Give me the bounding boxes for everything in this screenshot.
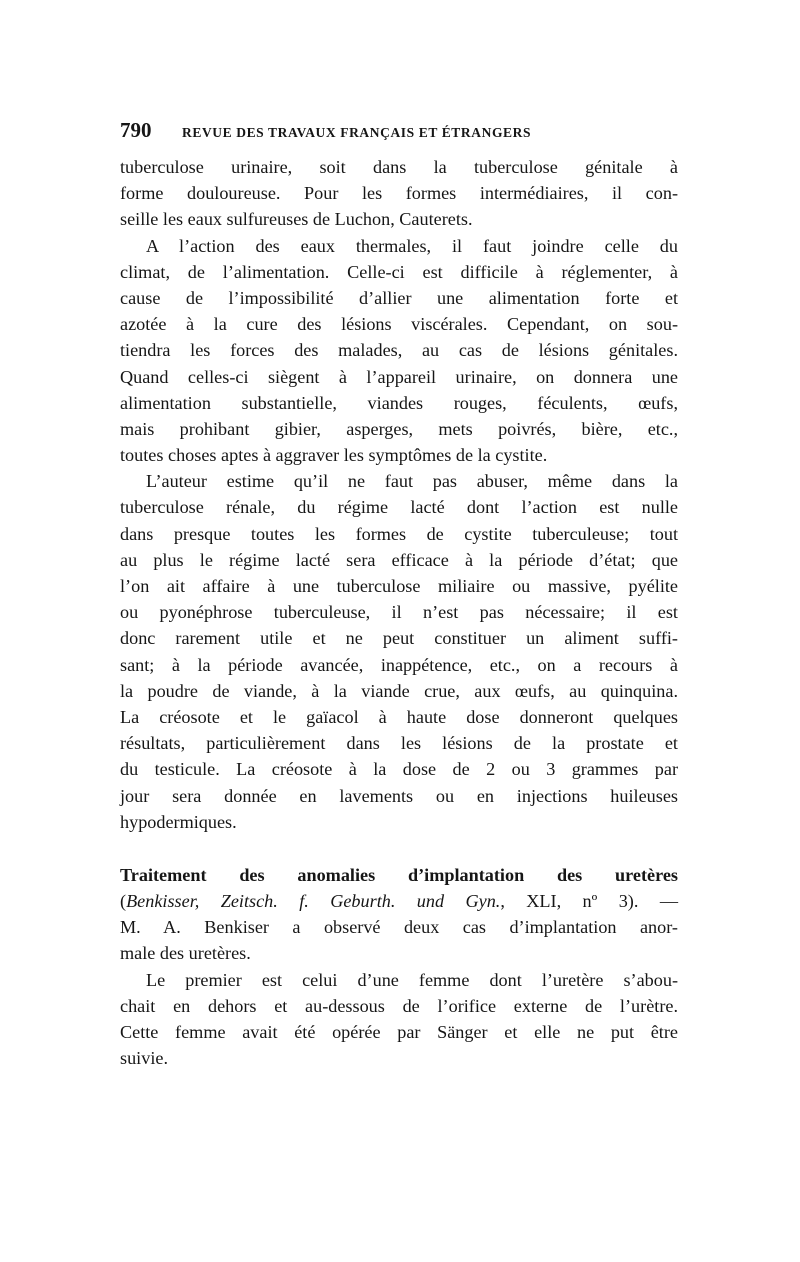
text-line: La créosote et le gaïacol à haute dose donneront quelques [120, 706, 678, 727]
section-heading: Traitement des anomalies d’implantation des uretères [120, 864, 678, 885]
section-spacer [120, 835, 678, 862]
text-line: tiendra les forces des malades, au cas de lésions génitales. [120, 340, 678, 361]
section-abstract [120, 862, 678, 967]
text-line: du testicule. La créosote à la dose de 2 ou 3 grammes par [120, 759, 678, 780]
text-line: Le premier est celui d’une femme dont l’uretère s’abou- [146, 969, 678, 990]
text-line: alimentation substantielle, viandes rouges, féculents, œufs, [120, 392, 678, 413]
text-line: donc rarement utile et ne peut constituer un aliment suffi- [120, 628, 678, 649]
citation-line [120, 888, 678, 914]
text-line: Quand celles-ci siègent à l’appareil urinaire, on donnera une [120, 366, 678, 387]
text-line: seille les eaux sulfureuses de Luchon, Cauterets. [120, 209, 473, 230]
text-line: A l’action des eaux thermales, il faut joindre celle du [146, 235, 678, 256]
citation-volume: , XLI, nº 3). — [500, 891, 679, 912]
text-line: L’auteur estime qu’il ne faut pas abuser, même dans la [146, 471, 678, 492]
text-line: forme douloureuse. Pour les formes intermédiaires, il con- [120, 183, 678, 204]
text-line: tuberculose rénale, du régime lacté dont l’action est nulle [120, 497, 678, 518]
text-line: male des uretères. [120, 943, 251, 964]
paragraph-2 [120, 233, 678, 469]
text-line: toutes choses aptes à aggraver les symptômes de la cystite. [120, 445, 548, 466]
text-line: chait en dehors et au-dessous de l’orifice externe de l’urètre. [120, 995, 678, 1016]
paragraph-1 [120, 154, 678, 233]
text-line: ou pyonéphrose tuberculeuse, il n’est pas nécessaire; il est [120, 602, 678, 623]
text-line: l’on ait affaire à une tuberculose miliaire ou massive, pyélite [120, 576, 678, 596]
text-line: dans presque toutes les formes de cystite tuberculeuse; tout [120, 523, 678, 544]
running-head: REVUE DES TRAVAUX FRANÇAIS ET ÉTRANGERS [182, 125, 532, 140]
paragraph-3 [120, 468, 678, 835]
text-line: climat, de l’alimentation. Celle-ci est difficile à réglementer, à [120, 261, 678, 282]
text-line: cause de l’impossibilité d’allier une alimentation forte et [120, 287, 678, 308]
document-page [120, 118, 678, 1071]
text-line: suivie. [120, 1048, 168, 1069]
text-line: azotée à la cure des lésions viscérales. Cependant, on sou- [120, 314, 678, 335]
text-line: jour sera donnée en lavements ou en injections huileuses [120, 785, 678, 806]
text-line: la poudre de viande, à la viande crue, aux œufs, au quinquina. [120, 680, 678, 701]
page-number: 790 [120, 118, 152, 142]
text-line: mais prohibant gibier, asperges, mets poivrés, bière, etc., [120, 418, 678, 439]
citation-source: Benkisser, Zeitsch. f. Geburth. und Gyn. [126, 891, 501, 912]
paragraph-4 [120, 967, 678, 1072]
citation-open: ( [120, 891, 127, 912]
text-line: tuberculose urinaire, soit dans la tuberculose génitale à [120, 157, 678, 177]
text-line: Cette femme avait été opérée par Sänger et elle ne put être [120, 1022, 678, 1042]
text-line: M. A. Benkiser a observé deux cas d’implantation anor- [120, 917, 678, 938]
text-line: hypodermiques. [120, 811, 237, 832]
page-header [120, 118, 678, 148]
text-line: au plus le régime lacté sera efficace à la période d’état; que [120, 549, 678, 570]
text-line: sant; à la période avancée, inappétence, etc., on a recours à [120, 654, 678, 675]
text-line: résultats, particulièrement dans les lésions de la prostate et [120, 733, 678, 754]
